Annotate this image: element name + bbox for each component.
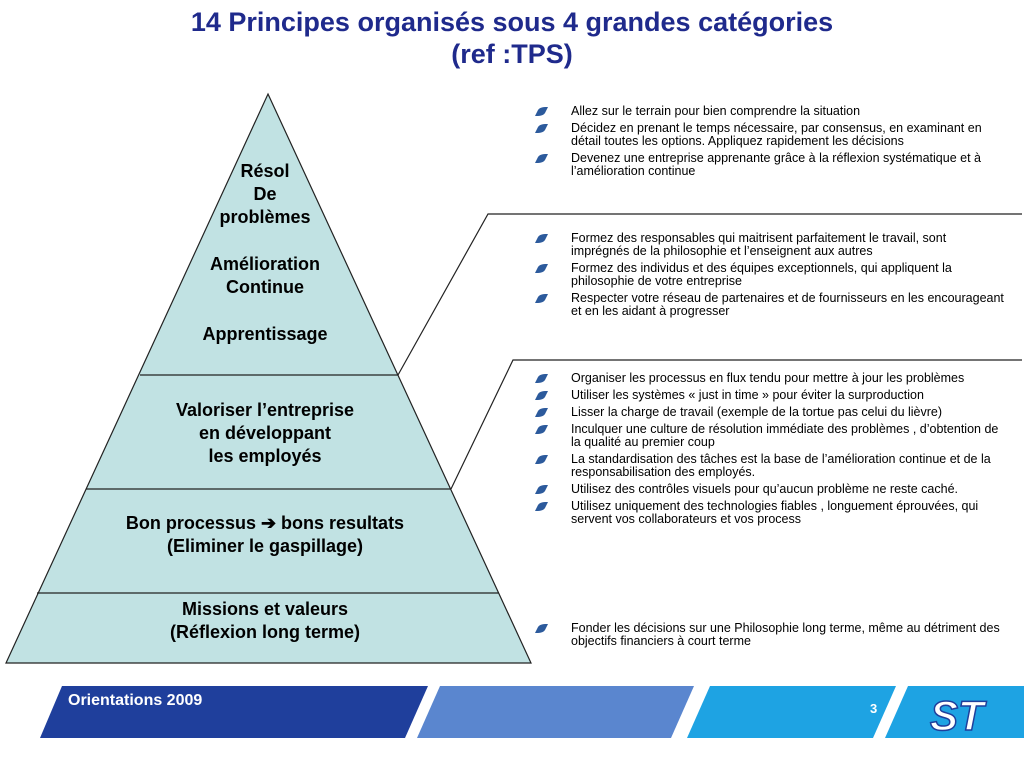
bullet-icon xyxy=(535,425,548,434)
bullet-group-2 xyxy=(535,232,1005,322)
bullet-text: La standardisation des tâches est la base de l’amélioration continue et de la responsabilisation des employés. xyxy=(571,452,991,479)
pyramid-top-line4: Amélioration xyxy=(209,254,320,274)
bullet-item xyxy=(535,105,1005,118)
bullet-icon xyxy=(535,624,548,633)
bullet-item xyxy=(535,500,1005,526)
bullet-group-4 xyxy=(535,622,1005,652)
bullet-text: Allez sur le terrain pour bien comprendre la situation xyxy=(571,104,861,118)
pyramid-base-line2: (Réflexion long terme) xyxy=(169,622,361,642)
bullet-icon xyxy=(535,502,548,511)
bullet-text: Lisser la charge de travail (exemple de la tortue pas celui du lièvre) xyxy=(571,405,943,419)
bullet-item xyxy=(535,453,1005,479)
footer-mid-band xyxy=(417,686,694,738)
bullet-text: Utiliser les systèmes « just in time » pour éviter la surproduction xyxy=(571,388,924,402)
bullet-icon xyxy=(535,374,548,383)
pyramid-third-line1: Bon processus ➔ bons resultats xyxy=(125,513,405,533)
bullet-icon xyxy=(535,408,548,417)
pyramid-top-line2: De xyxy=(253,184,277,204)
pyramid-top-line6: Apprentissage xyxy=(202,324,328,344)
bullet-icon xyxy=(535,154,548,163)
slide-title-line2: (ref :TPS) xyxy=(451,39,573,69)
bullet-text: Organiser les processus en flux tendu pour mettre à jour les problèmes xyxy=(571,371,965,385)
bullet-group-1 xyxy=(535,105,1005,182)
bullet-item xyxy=(535,406,1005,419)
pyramid-third-line2: (Eliminer le gaspillage) xyxy=(166,536,364,556)
bullet-text: Inculquer une culture de résolution immédiate des problèmes , d’obtention de la qualité au premier coup xyxy=(571,422,999,449)
bullet-icon xyxy=(535,485,548,494)
page-number: 3 xyxy=(870,701,878,716)
bullet-icon xyxy=(535,107,548,116)
footer-label: Orientations 2009 xyxy=(68,692,203,709)
bullet-text: Formez des individus et des équipes exceptionnels, qui appliquent la philosophie de votre entreprise xyxy=(571,261,952,288)
bullet-text: Respecter votre réseau de partenaires et de fournisseurs en les encourageant et en les aidant à progresser xyxy=(571,291,1004,318)
pyramid-level-base xyxy=(65,598,465,644)
bullet-group-3 xyxy=(535,372,1005,530)
pyramid-top-line5: Continue xyxy=(226,277,304,297)
bullet-icon xyxy=(535,124,548,133)
bullet-item xyxy=(535,292,1005,318)
pyramid-second-line1: Valoriser l’entreprise xyxy=(175,400,355,420)
pyramid-top-line3: problèmes xyxy=(219,207,311,227)
bullet-item xyxy=(535,232,1005,258)
bullet-item xyxy=(535,152,1005,178)
bullet-text: Formez des responsables qui maitrisent parfaitement le travail, sont imprégnés de la philosophie et l’enseignent aux autres xyxy=(571,231,947,258)
footer-light-band xyxy=(687,686,896,738)
st-logo: ST xyxy=(930,692,984,739)
bullet-text: Décidez en prenant le temps nécessaire, par consensus, en examinant en détail toutes les options. Appliquez rapidement les décisions xyxy=(571,121,982,148)
bullet-icon xyxy=(535,391,548,400)
slide-title-line1: 14 Principes organisés sous 4 grandes catégories xyxy=(190,7,834,37)
bullet-item xyxy=(535,372,1005,385)
bullet-item xyxy=(535,389,1005,402)
bullet-item xyxy=(535,423,1005,449)
pyramid-level-third xyxy=(65,512,465,558)
bullet-icon xyxy=(535,455,548,464)
bullet-icon xyxy=(535,234,548,243)
bullet-icon xyxy=(535,264,548,273)
bullet-text: Devenez une entreprise apprenante grâce à la réflexion systématique et à l’amélioration continue xyxy=(571,151,981,178)
pyramid-second-line2: en développant xyxy=(198,423,332,443)
bullet-item xyxy=(535,262,1005,288)
bullet-text: Fonder les décisions sur une Philosophie long terme, même au détriment des objectifs financiers à court terme xyxy=(571,621,1000,648)
bullet-text: Utilisez des contrôles visuels pour qu’aucun problème ne reste caché. xyxy=(571,482,959,496)
bullet-item xyxy=(535,122,1005,148)
pyramid-level-second xyxy=(115,399,415,468)
pyramid-second-line3: les employés xyxy=(208,446,322,466)
pyramid-base-line1: Missions et valeurs xyxy=(181,599,349,619)
pyramid-top-line1: Résol xyxy=(240,161,290,181)
bullet-item xyxy=(535,483,1005,496)
bullet-text: Utilisez uniquement des technologies fiables , longuement éprouvées, qui servent vos collaborateurs et vos process xyxy=(571,499,979,526)
bullet-item xyxy=(535,622,1005,648)
pyramid-level-top xyxy=(165,160,365,346)
bullet-icon xyxy=(535,294,548,303)
